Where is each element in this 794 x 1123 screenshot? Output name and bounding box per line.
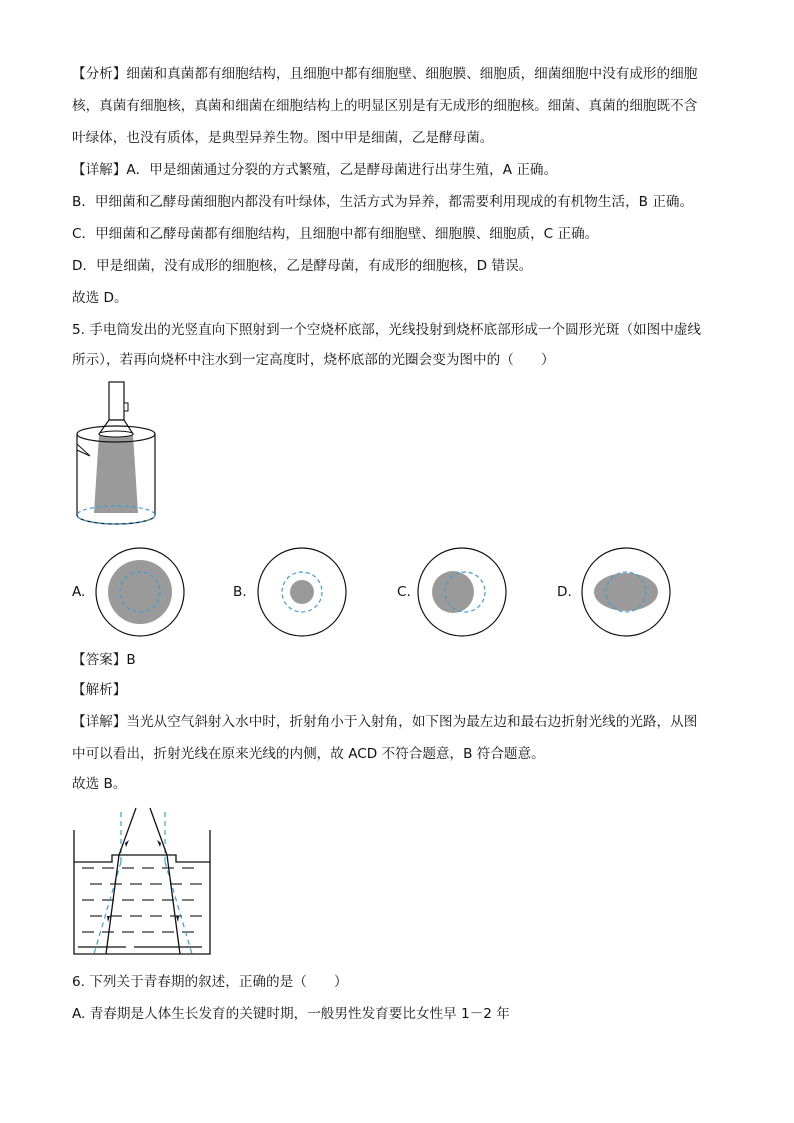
q5-stem-line-1: 5. 手电筒发出的光竖直向下照射到一个空烧杯底部，光线投射到烧杯底部形成一个圆形光斑（如图中虚线 xyxy=(72,322,702,338)
flashlight-switch xyxy=(124,403,128,411)
container-outline xyxy=(74,830,210,954)
flashlight-lens xyxy=(99,431,133,437)
q4-choice: 故选 D。 xyxy=(72,290,128,306)
detail-option-c: C．甲细菌和乙酵母菌都有细胞结构，且细胞中都有细胞壁、细胞膜、细胞质，C 正确。 xyxy=(72,226,599,242)
q5-detail-line-2: 中可以看出，折射光线在原来光线的内侧，故 ACD 不符合题意，B 符合题意。 xyxy=(72,746,545,762)
option-c-label: C. xyxy=(397,584,411,600)
q5-answer: 【答案】B xyxy=(72,652,136,668)
beaker-spout xyxy=(77,444,90,456)
q6-stem: 6. 下列关于青春期的叙述，正确的是（ ） xyxy=(72,974,348,990)
detail-option-b: B．甲细菌和乙酵母菌细胞内都没有叶绿体，生活方式为异养，都需要利用现成的有机物生活，B 正确。 xyxy=(72,194,694,210)
light-beam xyxy=(94,434,138,513)
option-d-figure xyxy=(580,546,672,638)
q6-option-a: A. 青春期是人体生长发育的关键时期，一般男性发育要比女性早 1－2 年 xyxy=(72,1006,510,1022)
light-spot xyxy=(432,571,474,613)
q5-stem-line-2: 所示），若再向烧杯中注水到一定高度时，烧杯底部的光圈会变为图中的（ ） xyxy=(72,352,555,368)
option-c-figure xyxy=(416,546,508,638)
light-spot xyxy=(108,560,172,624)
light-spot xyxy=(594,573,658,611)
option-b-label: B. xyxy=(233,584,247,600)
option-b-figure xyxy=(256,546,348,638)
analysis-line-3: 叶绿体，也没有质体，是典型异养生物。图中甲是细菌，乙是酵母菌。 xyxy=(72,130,494,146)
refraction-diagram xyxy=(70,806,216,956)
option-a-label: A. xyxy=(72,584,86,600)
analysis-line-2: 核，真菌有细胞核，真菌和细菌在细胞结构上的明显区别是有无成形的细胞核。细菌、真菌的细胞既不含 xyxy=(72,98,698,114)
detail-option-a: 【详解】A．甲是细菌通过分裂的方式繁殖，乙是酵母菌进行出芽生殖，A 正确。 xyxy=(72,162,558,178)
water-dashes xyxy=(82,868,202,932)
ray-arrows xyxy=(107,840,179,922)
q5-analysis-label: 【解析】 xyxy=(72,682,127,698)
q5-detail-line-1: 【详解】当光从空气斜射入水中时，折射角小于入射角，如下图为最左边和最右边折射光线的光路，从图 xyxy=(72,714,698,730)
flashlight-handle xyxy=(109,382,124,420)
option-a-figure xyxy=(94,546,186,638)
light-spot xyxy=(290,580,314,604)
water-surface xyxy=(74,855,210,862)
analysis-line-1: 【分析】细菌和真菌都有细胞结构，且细胞中都有细胞壁、细胞膜、细胞质，细菌细胞中没有成形的细胞 xyxy=(72,66,698,82)
flashlight-beaker-figure xyxy=(70,378,170,533)
detail-option-d: D．甲是细菌，没有成形的细胞核，乙是酵母菌，有成形的细胞核，D 错误。 xyxy=(72,258,533,274)
q5-choice: 故选 B。 xyxy=(72,776,127,792)
option-d-label: D. xyxy=(557,584,572,600)
beaker-bottom xyxy=(77,515,155,524)
